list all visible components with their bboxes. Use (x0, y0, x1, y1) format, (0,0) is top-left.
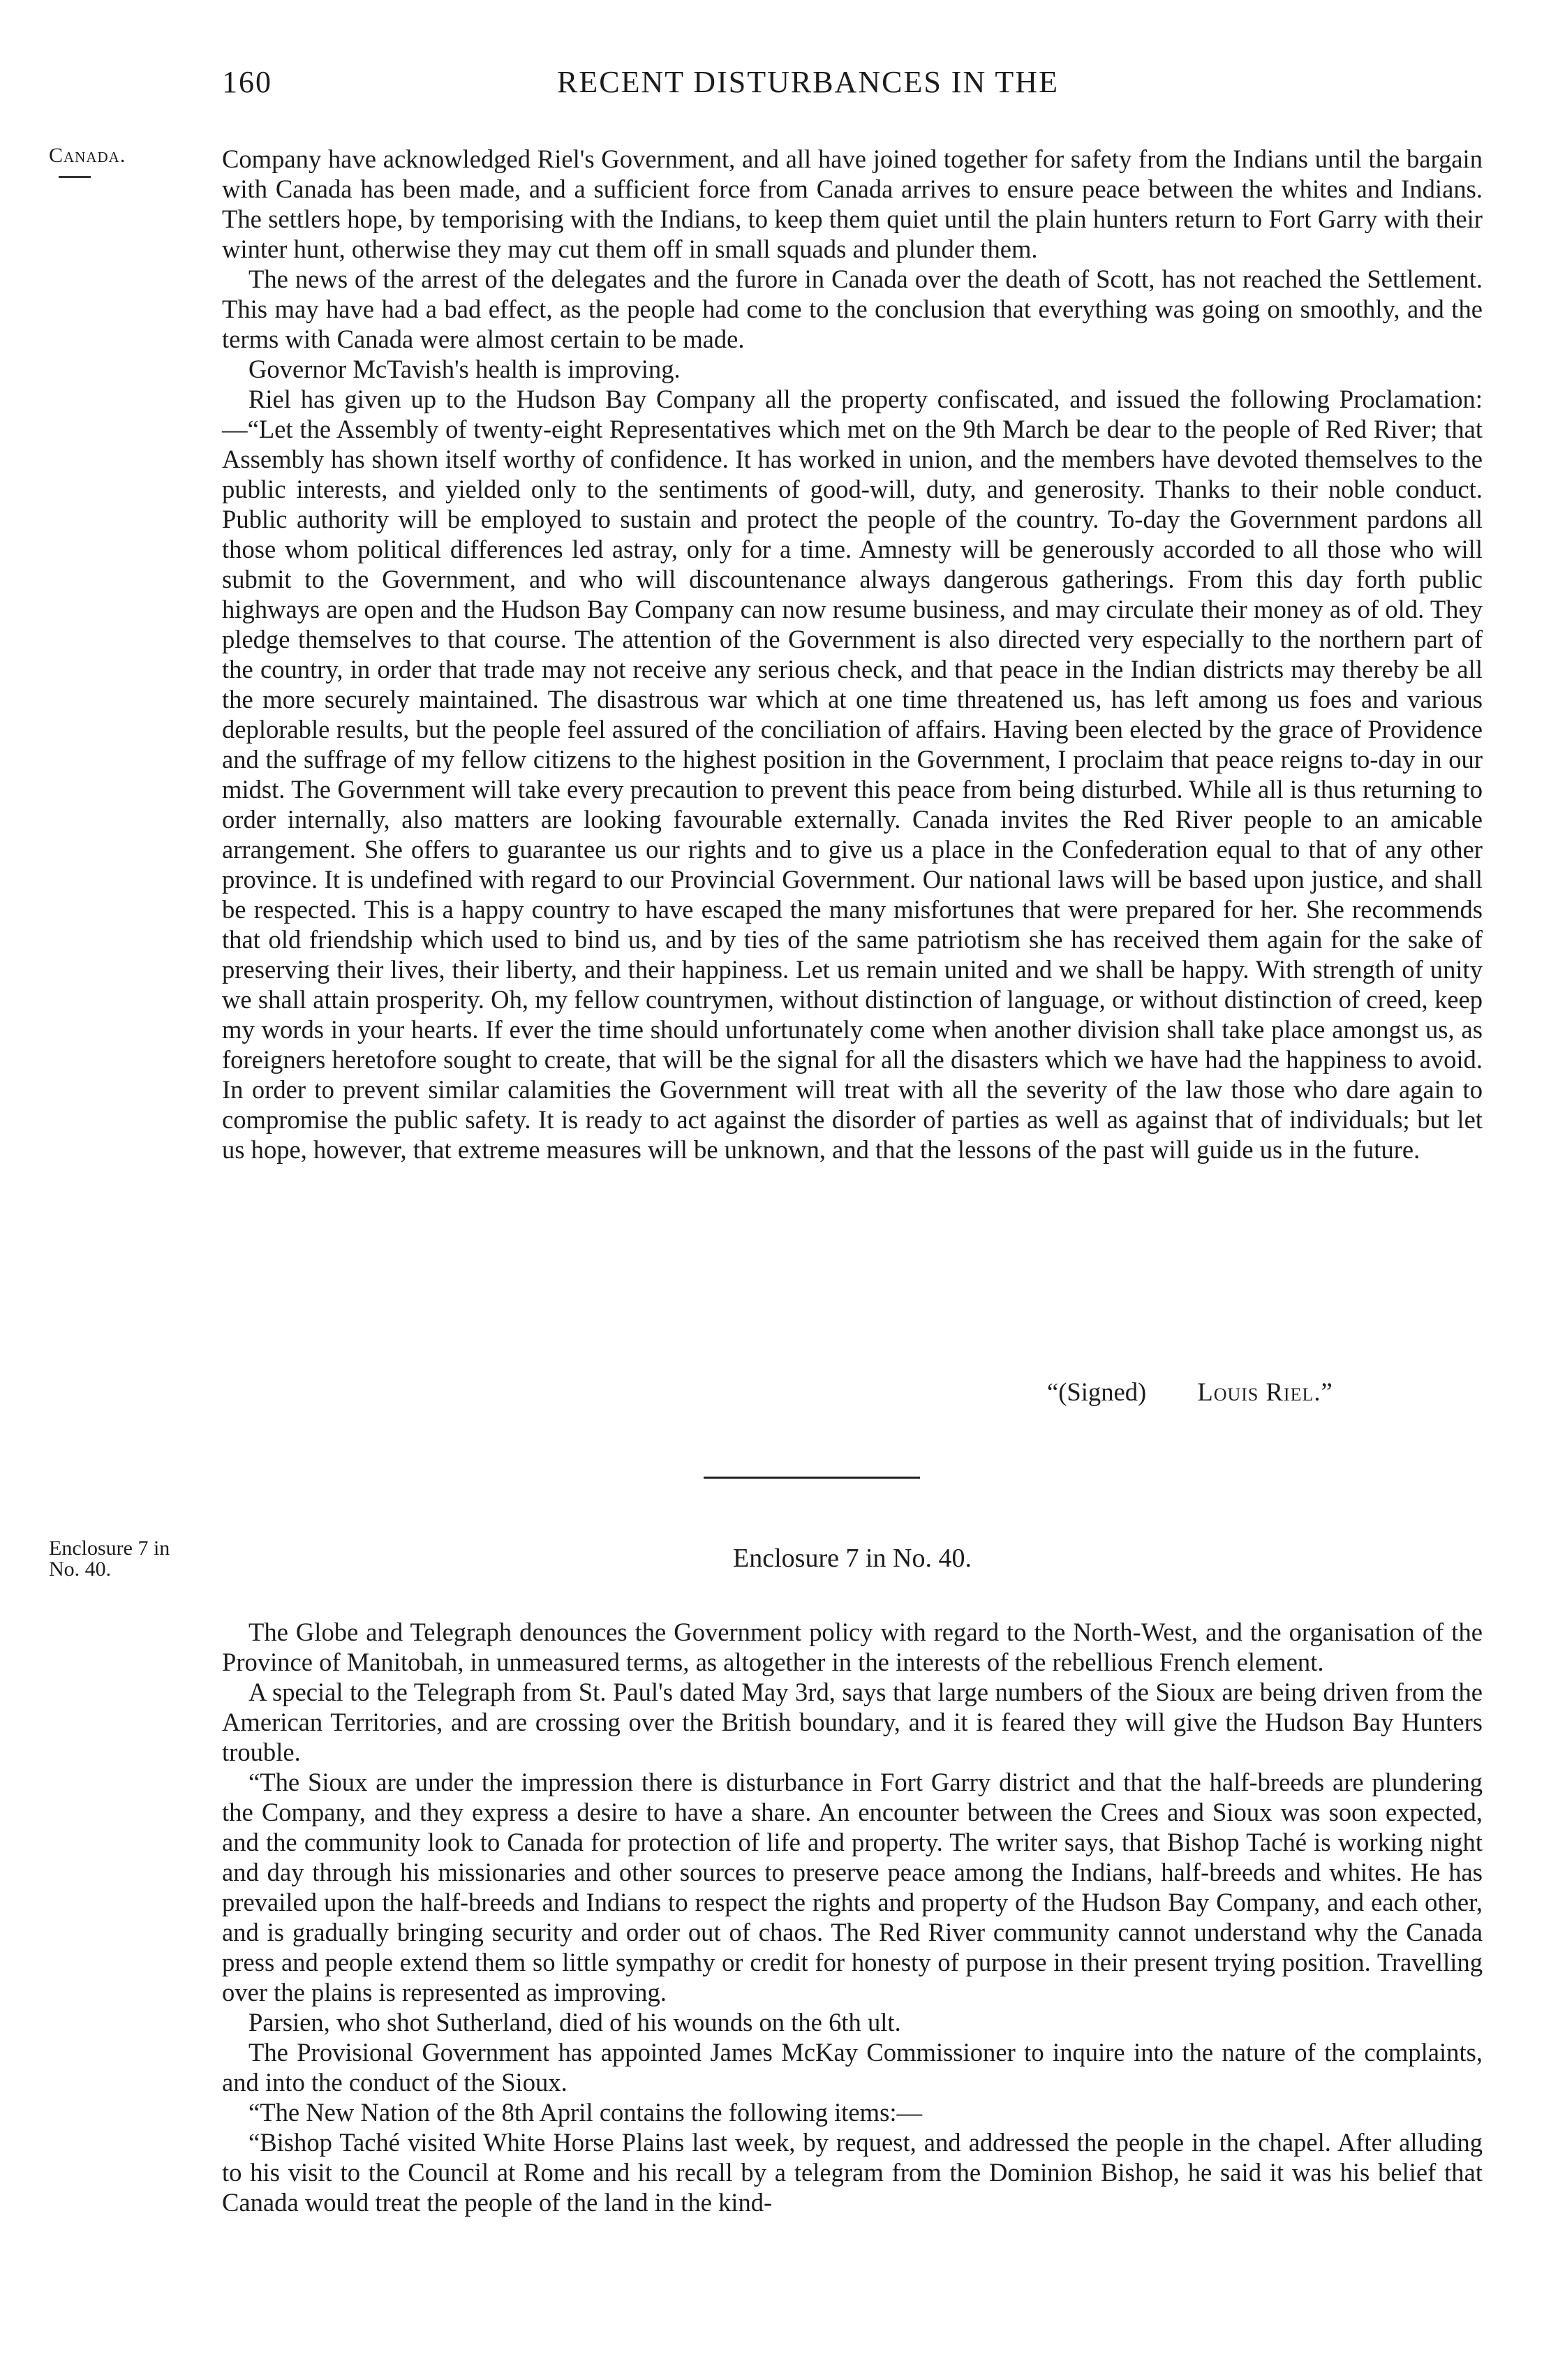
paragraph: The Provisional Government has appointed James McKay Commissioner to inquire into the nature of the complaints, and into the conduct of the Sioux. (222, 2038, 1483, 2097)
section-2-body (222, 1617, 1483, 2217)
page-number: 160 (222, 65, 272, 99)
paragraph: The news of the arrest of the delegates and the furore in Canada over the death of Scott, has not reached the Settlement. This may have had a bad effect, as the people had come to the conclusion that everything was going on smoothly, and the terms with Canada were almost certain to be made. (222, 265, 1483, 353)
proclamation-paragraph: Riel has given up to the Hudson Bay Company all the property confiscated, and issued the following Proclamation:—“Let the Assembly of twenty-eight Representatives which met on the 9th March be dear to the people of Red River; that Assembly has shown itself worthy of confidence. It has worked in union, and the members have devoted themselves to the public interests, and yielded only to the sentiments of good-will, duty, and generosity. Thanks to their noble conduct. Public authority will be employed to sustain and protect the people of the country. To-day the Government pardons all those whom political differences led astray, only for a time. Amnesty will be generously accorded to all those who will submit to the Government, and who will discountenance always dangerous gatherings. From this day forth public highways are open and the Hudson Bay Company can now resume business, and may circulate their money as of old. They pledge themselves to that course. The attention of the Government is also directed very especially to the northern part of the country, in order that trade may not receive any serious check, and that peace in the Indian districts may thereby be all the more securely maintained. The disastrous war which at one time threatened us, has left among us foes and various deplorable results, but the people feel assured of the conciliation of affairs. Having been elected by the grace of Providence and the suffrage of my fellow citizens to the highest position in the Government, I proclaim that peace reigns to-day in our midst. The Government will take every precaution to prevent this peace from being disturbed. While all is thus returning to order internally, also matters are looking favourable externally. Canada invites the Red River people to an amicable arrangement. She offers to guarantee us our rights and to give us a place in the Confederation equal to that of any other province. It is undefined with regard to our Provincial Government. Our national laws will be based upon justice, and shall be respected. This is a happy country to have escaped the many misfortunes that were prepared for her. She recommends that old friendship which used to bind us, and by ties of the same patriotism she has received them again for the sake of preserving their lives, their liberty, and their happiness. Let us remain united and we shall be happy. With strength of unity we shall attain prosperity. Oh, my fellow countrymen, without distinction of language, or without distinction of creed, keep my words in your hearts. If ever the time should unfortunately come when another division shall take place amongst us, as foreigners heretofore sought to create, that will be the signal for all the disasters which we have had the happiness to avoid. In order to prevent similar calamities the Government will treat with all the severity of the law those who dare again to compromise the public safety. It is ready to act against the disorder of parties as well as against that of individuals; but let us hope, however, that extreme measures will be unknown, and that the lessons of the past will guide us in the future. (222, 385, 1483, 1164)
signer-name: Louis Riel.” (1197, 1377, 1333, 1406)
margin-dash (59, 176, 91, 178)
signed-label: “(Signed) (1047, 1377, 1147, 1406)
enclosure-heading: Enclosure 7 in No. 40. (733, 1544, 972, 1573)
paragraph: Governor McTavish's health is improving. (248, 355, 681, 383)
section-1-body (222, 144, 1483, 1165)
paragraph: Company have acknowledged Riel's Government, and all have joined together for safety from the Indians until the bargain with Canada has been made, and a sufficient force from Canada arrives to ensure peace between the whites and Indians. The settlers hope, by temporising with the Indians, to keep them quiet until the plain hunters return to Fort Garry with their winter hunt, otherwise they may cut them off in small squads and plunder them. (222, 145, 1483, 263)
paragraph: “The New Nation of the 8th April contains the following items:— (248, 2098, 923, 2127)
running-title: RECENT DISTURBANCES IN THE (557, 65, 1059, 99)
paragraph: A special to the Telegraph from St. Paul's dated May 3rd, says that large numbers of the Sioux are being driven from the American Territories, and are crossing over the British boundary, and it is feared they will give the Hudson Bay Hunters trouble. (222, 1678, 1483, 1766)
margin-note-canada: Canada. (49, 144, 126, 167)
running-header (222, 64, 1483, 106)
paragraph: The Globe and Telegraph denounces the Government policy with regard to the North-West, and the organisation of the Province of Manitobah, in unmeasured terms, as altogether in the interests of the rebellious French element. (222, 1618, 1483, 1676)
paragraph: “Bishop Taché visited White Horse Plains last week, by request, and addressed the people in the chapel. After alluding to his visit to the Council at Rome and his recall by a telegram from the Dominion Bishop, he said it was his belief that Canada would treat the people of the land in the kind- (222, 2128, 1483, 2217)
margin-note-enclosure: Enclosure 7 in No. 40. (49, 1537, 170, 1581)
section-divider (704, 1477, 920, 1479)
paragraph: Parsien, who shot Sutherland, died of his wounds on the 6th ult. (248, 2008, 901, 2037)
paragraph: “The Sioux are under the impression there is disturbance in Fort Garry district and that the half-breeds are plundering the Company, and they express a desire to have a share. An encounter between the Crees and Sioux was soon expected, and the community look to Canada for protection of life and property. The writer says, that Bishop Taché is working night and day through his missionaries and other sources to preserve peace among the Indians, half-breeds and whites. He has prevailed upon the half-breeds and Indians to respect the rights and property of the Hudson Bay Company, and each other, and is gradually bringing security and order out of chaos. The Red River community cannot understand why the Canada press and people extend them so little sympathy or credit for honesty of purpose in their present trying position. Travelling over the plains is represented as improving. (222, 1768, 1483, 2006)
signature-line (1047, 1377, 1487, 1407)
